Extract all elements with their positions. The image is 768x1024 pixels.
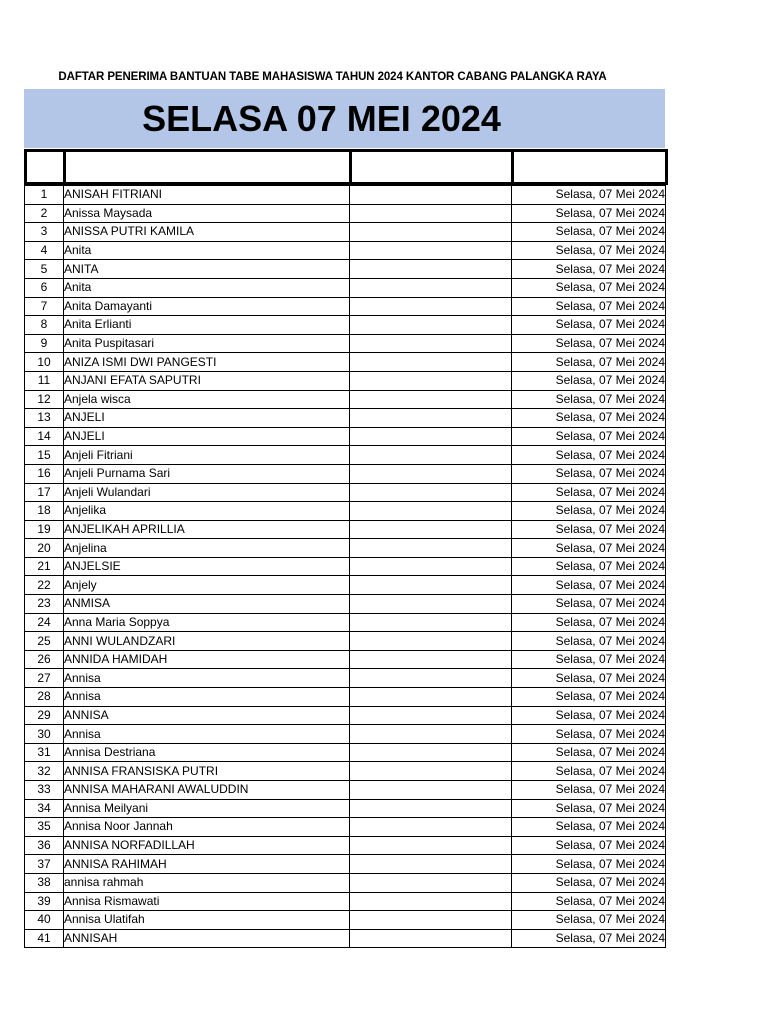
recipient-name-cell: ANNI WULANDZARI bbox=[64, 632, 350, 651]
empty-cell bbox=[350, 371, 512, 390]
date-cell: Selasa, 07 Mei 2024 bbox=[512, 613, 666, 632]
empty-cell bbox=[350, 613, 512, 632]
table-row bbox=[25, 278, 666, 297]
date-cell: Selasa, 07 Mei 2024 bbox=[512, 929, 666, 948]
table-row bbox=[25, 186, 666, 205]
row-number-cell: 18 bbox=[25, 502, 64, 521]
empty-cell bbox=[350, 855, 512, 874]
row-number-cell: 38 bbox=[25, 873, 64, 892]
recipient-name-cell: Annisa Destriana bbox=[64, 743, 350, 762]
row-number-cell: 25 bbox=[25, 632, 64, 651]
row-number-cell: 9 bbox=[25, 334, 64, 353]
date-cell: Selasa, 07 Mei 2024 bbox=[512, 873, 666, 892]
recipient-name-cell: ANNISAH bbox=[64, 929, 350, 948]
table-row bbox=[25, 855, 666, 874]
empty-cell bbox=[350, 911, 512, 930]
table-row bbox=[25, 502, 666, 521]
recipient-name-cell: Anita bbox=[64, 278, 350, 297]
row-number-cell: 19 bbox=[25, 520, 64, 539]
recipient-name-cell: Anita Erlianti bbox=[64, 316, 350, 335]
date-cell: Selasa, 07 Mei 2024 bbox=[512, 204, 666, 223]
date-cell: Selasa, 07 Mei 2024 bbox=[512, 799, 666, 818]
empty-cell bbox=[350, 241, 512, 260]
empty-cell bbox=[350, 539, 512, 558]
date-cell: Selasa, 07 Mei 2024 bbox=[512, 632, 666, 651]
table-row bbox=[25, 743, 666, 762]
recipient-name-cell: Annisa Meilyani bbox=[64, 799, 350, 818]
empty-cell bbox=[350, 743, 512, 762]
empty-cell bbox=[350, 390, 512, 409]
row-number-cell: 13 bbox=[25, 409, 64, 428]
recipient-name-cell: Anjely bbox=[64, 576, 350, 595]
empty-cell bbox=[350, 706, 512, 725]
date-cell: Selasa, 07 Mei 2024 bbox=[512, 353, 666, 372]
recipient-name-cell: ANISSA PUTRI KAMILA bbox=[64, 223, 350, 242]
date-cell: Selasa, 07 Mei 2024 bbox=[512, 706, 666, 725]
date-cell: Selasa, 07 Mei 2024 bbox=[512, 781, 666, 800]
empty-cell bbox=[350, 297, 512, 316]
recipient-name-cell: ANJELSIE bbox=[64, 557, 350, 576]
row-number-cell: 7 bbox=[25, 297, 64, 316]
empty-cell bbox=[350, 799, 512, 818]
recipient-name-cell: Anjelika bbox=[64, 502, 350, 521]
date-cell: Selasa, 07 Mei 2024 bbox=[512, 316, 666, 335]
row-number-cell: 15 bbox=[25, 446, 64, 465]
table-row bbox=[25, 929, 666, 948]
row-number-cell: 23 bbox=[25, 595, 64, 614]
table-row bbox=[25, 818, 666, 837]
row-number-cell: 4 bbox=[25, 241, 64, 260]
recipient-name-cell: Anjeli Fitriani bbox=[64, 446, 350, 465]
recipient-name-cell: ANJELIKAH APRILLIA bbox=[64, 520, 350, 539]
empty-cell bbox=[350, 781, 512, 800]
table-header bbox=[24, 149, 668, 185]
document-title: SELASA 07 MEI 2024 bbox=[142, 97, 501, 139]
row-number-cell: 11 bbox=[25, 371, 64, 390]
table-row bbox=[25, 204, 666, 223]
date-cell: Selasa, 07 Mei 2024 bbox=[512, 446, 666, 465]
row-number-cell: 39 bbox=[25, 892, 64, 911]
row-number-cell: 36 bbox=[25, 836, 64, 855]
date-cell: Selasa, 07 Mei 2024 bbox=[512, 464, 666, 483]
row-number-cell: 20 bbox=[25, 539, 64, 558]
row-number-cell: 41 bbox=[25, 929, 64, 948]
row-number-cell: 22 bbox=[25, 576, 64, 595]
empty-cell bbox=[350, 557, 512, 576]
date-cell: Selasa, 07 Mei 2024 bbox=[512, 669, 666, 688]
table-row bbox=[25, 241, 666, 260]
row-number-cell: 29 bbox=[25, 706, 64, 725]
empty-cell bbox=[350, 576, 512, 595]
date-cell: Selasa, 07 Mei 2024 bbox=[512, 595, 666, 614]
date-cell: Selasa, 07 Mei 2024 bbox=[512, 297, 666, 316]
table-row bbox=[25, 353, 666, 372]
date-cell: Selasa, 07 Mei 2024 bbox=[512, 520, 666, 539]
empty-cell bbox=[350, 316, 512, 335]
row-number-cell: 21 bbox=[25, 557, 64, 576]
row-number-cell: 40 bbox=[25, 911, 64, 930]
date-cell: Selasa, 07 Mei 2024 bbox=[512, 371, 666, 390]
table-row bbox=[25, 706, 666, 725]
recipient-name-cell: ANIZA ISMI DWI PANGESTI bbox=[64, 353, 350, 372]
empty-cell bbox=[350, 688, 512, 707]
header-cell-date bbox=[513, 151, 667, 184]
date-cell: Selasa, 07 Mei 2024 bbox=[512, 241, 666, 260]
table-row bbox=[25, 781, 666, 800]
empty-cell bbox=[350, 650, 512, 669]
table-row bbox=[25, 836, 666, 855]
table-row bbox=[25, 911, 666, 930]
table-row bbox=[25, 595, 666, 614]
recipient-name-cell: Anita Damayanti bbox=[64, 297, 350, 316]
empty-cell bbox=[350, 669, 512, 688]
date-cell: Selasa, 07 Mei 2024 bbox=[512, 223, 666, 242]
table-row bbox=[25, 260, 666, 279]
table-row bbox=[25, 464, 666, 483]
empty-cell bbox=[350, 464, 512, 483]
table-row bbox=[25, 334, 666, 353]
row-number-cell: 8 bbox=[25, 316, 64, 335]
recipient-name-cell: ANNISA MAHARANI AWALUDDIN bbox=[64, 781, 350, 800]
table-row bbox=[25, 371, 666, 390]
date-cell: Selasa, 07 Mei 2024 bbox=[512, 743, 666, 762]
empty-cell bbox=[350, 595, 512, 614]
table-row bbox=[25, 669, 666, 688]
table-row bbox=[25, 632, 666, 651]
recipient-name-cell: Anjeli Purnama Sari bbox=[64, 464, 350, 483]
date-cell: Selasa, 07 Mei 2024 bbox=[512, 539, 666, 558]
date-cell: Selasa, 07 Mei 2024 bbox=[512, 278, 666, 297]
row-number-cell: 14 bbox=[25, 427, 64, 446]
row-number-cell: 16 bbox=[25, 464, 64, 483]
empty-cell bbox=[350, 502, 512, 521]
recipient-name-cell: ANMISA bbox=[64, 595, 350, 614]
date-cell: Selasa, 07 Mei 2024 bbox=[512, 409, 666, 428]
row-number-cell: 30 bbox=[25, 725, 64, 744]
recipient-name-cell: annisa rahmah bbox=[64, 873, 350, 892]
row-number-cell: 5 bbox=[25, 260, 64, 279]
table-row bbox=[25, 446, 666, 465]
date-cell: Selasa, 07 Mei 2024 bbox=[512, 427, 666, 446]
table-row bbox=[25, 483, 666, 502]
table-row bbox=[25, 892, 666, 911]
date-cell: Selasa, 07 Mei 2024 bbox=[512, 502, 666, 521]
date-cell: Selasa, 07 Mei 2024 bbox=[512, 557, 666, 576]
table-row bbox=[25, 223, 666, 242]
header-cell-name bbox=[65, 151, 351, 184]
title-banner bbox=[24, 89, 665, 148]
recipient-name-cell: ANNISA NORFADILLAH bbox=[64, 836, 350, 855]
recipient-table bbox=[24, 185, 666, 948]
table-row bbox=[25, 799, 666, 818]
table-row bbox=[25, 297, 666, 316]
row-number-cell: 37 bbox=[25, 855, 64, 874]
recipient-name-cell: Annisa Rismawati bbox=[64, 892, 350, 911]
document-subtitle: DAFTAR PENERIMA BANTUAN TABE MAHASISWA TAHUN 2024 KANTOR CABANG PALANGKA RAYA bbox=[58, 71, 607, 83]
empty-cell bbox=[350, 818, 512, 837]
table-row bbox=[25, 409, 666, 428]
row-number-cell: 32 bbox=[25, 762, 64, 781]
empty-cell bbox=[350, 446, 512, 465]
recipient-name-cell: ANNISA RAHIMAH bbox=[64, 855, 350, 874]
date-cell: Selasa, 07 Mei 2024 bbox=[512, 483, 666, 502]
empty-cell bbox=[350, 836, 512, 855]
recipient-name-cell: Annisa bbox=[64, 688, 350, 707]
recipient-name-cell: ANJELI bbox=[64, 409, 350, 428]
recipient-name-cell: ANITA bbox=[64, 260, 350, 279]
row-number-cell: 28 bbox=[25, 688, 64, 707]
date-cell: Selasa, 07 Mei 2024 bbox=[512, 855, 666, 874]
date-cell: Selasa, 07 Mei 2024 bbox=[512, 576, 666, 595]
recipient-name-cell: Anjeli Wulandari bbox=[64, 483, 350, 502]
date-cell: Selasa, 07 Mei 2024 bbox=[512, 186, 666, 205]
empty-cell bbox=[350, 892, 512, 911]
table-row bbox=[25, 557, 666, 576]
recipient-name-cell: Anissa Maysada bbox=[64, 204, 350, 223]
empty-cell bbox=[350, 520, 512, 539]
empty-cell bbox=[350, 223, 512, 242]
table-row bbox=[25, 688, 666, 707]
date-cell: Selasa, 07 Mei 2024 bbox=[512, 390, 666, 409]
empty-cell bbox=[350, 725, 512, 744]
empty-cell bbox=[350, 632, 512, 651]
empty-cell bbox=[350, 186, 512, 205]
recipient-name-cell: Annisa bbox=[64, 725, 350, 744]
row-number-cell: 17 bbox=[25, 483, 64, 502]
table-row bbox=[25, 873, 666, 892]
row-number-cell: 31 bbox=[25, 743, 64, 762]
recipient-name-cell: ANJELI bbox=[64, 427, 350, 446]
date-cell: Selasa, 07 Mei 2024 bbox=[512, 650, 666, 669]
row-number-cell: 12 bbox=[25, 390, 64, 409]
date-cell: Selasa, 07 Mei 2024 bbox=[512, 688, 666, 707]
date-cell: Selasa, 07 Mei 2024 bbox=[512, 836, 666, 855]
date-cell: Selasa, 07 Mei 2024 bbox=[512, 892, 666, 911]
empty-cell bbox=[350, 873, 512, 892]
empty-cell bbox=[350, 427, 512, 446]
empty-cell bbox=[350, 929, 512, 948]
empty-cell bbox=[350, 278, 512, 297]
table-row bbox=[25, 762, 666, 781]
recipient-name-cell: ANNISA FRANSISKA PUTRI bbox=[64, 762, 350, 781]
date-cell: Selasa, 07 Mei 2024 bbox=[512, 818, 666, 837]
date-cell: Selasa, 07 Mei 2024 bbox=[512, 725, 666, 744]
recipient-table-body bbox=[25, 186, 666, 948]
recipient-name-cell: Annisa Noor Jannah bbox=[64, 818, 350, 837]
row-number-cell: 24 bbox=[25, 613, 64, 632]
row-number-cell: 34 bbox=[25, 799, 64, 818]
date-cell: Selasa, 07 Mei 2024 bbox=[512, 762, 666, 781]
header-cell-col3 bbox=[351, 151, 513, 184]
row-number-cell: 10 bbox=[25, 353, 64, 372]
empty-cell bbox=[350, 762, 512, 781]
row-number-cell: 2 bbox=[25, 204, 64, 223]
empty-cell bbox=[350, 260, 512, 279]
header-cell-no bbox=[26, 151, 65, 184]
date-cell: Selasa, 07 Mei 2024 bbox=[512, 911, 666, 930]
row-number-cell: 26 bbox=[25, 650, 64, 669]
row-number-cell: 3 bbox=[25, 223, 64, 242]
date-cell: Selasa, 07 Mei 2024 bbox=[512, 334, 666, 353]
date-cell: Selasa, 07 Mei 2024 bbox=[512, 260, 666, 279]
table-row bbox=[25, 613, 666, 632]
empty-cell bbox=[350, 353, 512, 372]
row-number-cell: 35 bbox=[25, 818, 64, 837]
table-row bbox=[25, 520, 666, 539]
empty-cell bbox=[350, 204, 512, 223]
row-number-cell: 6 bbox=[25, 278, 64, 297]
row-number-cell: 1 bbox=[25, 186, 64, 205]
recipient-name-cell: ANISAH FITRIANI bbox=[64, 186, 350, 205]
table-row bbox=[25, 576, 666, 595]
table-row bbox=[25, 316, 666, 335]
empty-cell bbox=[350, 334, 512, 353]
empty-cell bbox=[350, 483, 512, 502]
recipient-name-cell: ANNISA bbox=[64, 706, 350, 725]
row-number-cell: 27 bbox=[25, 669, 64, 688]
recipient-name-cell: Anjelina bbox=[64, 539, 350, 558]
recipient-name-cell: Anjela wisca bbox=[64, 390, 350, 409]
row-number-cell: 33 bbox=[25, 781, 64, 800]
table-row bbox=[25, 725, 666, 744]
recipient-name-cell: Anita Puspitasari bbox=[64, 334, 350, 353]
table-row bbox=[25, 650, 666, 669]
recipient-name-cell: ANJANI EFATA SAPUTRI bbox=[64, 371, 350, 390]
recipient-name-cell: ANNIDA HAMIDAH bbox=[64, 650, 350, 669]
table-row bbox=[25, 390, 666, 409]
table-row bbox=[25, 539, 666, 558]
header-row bbox=[26, 151, 667, 184]
recipient-name-cell: Anita bbox=[64, 241, 350, 260]
recipient-name-cell: Anna Maria Soppya bbox=[64, 613, 350, 632]
table-row bbox=[25, 427, 666, 446]
recipient-name-cell: Annisa Ulatifah bbox=[64, 911, 350, 930]
empty-cell bbox=[350, 409, 512, 428]
recipient-name-cell: Annisa bbox=[64, 669, 350, 688]
